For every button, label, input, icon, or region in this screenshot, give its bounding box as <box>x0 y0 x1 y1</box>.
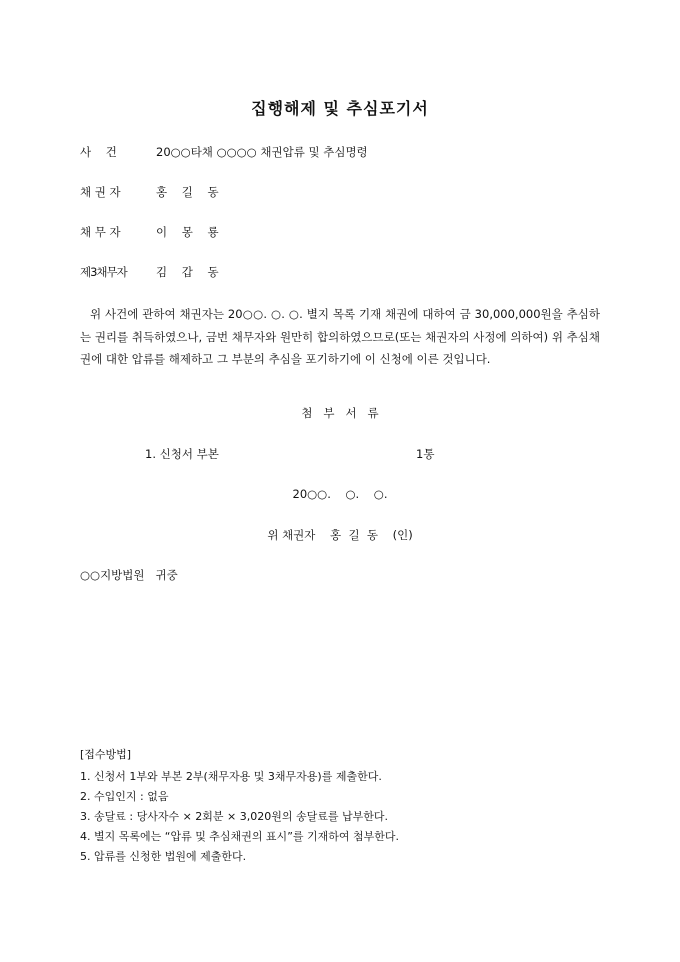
note-item: 2. 수입인지 : 없음 <box>80 790 169 803</box>
attachment-count: 1통 <box>416 447 435 461</box>
third-debtor-row <box>80 264 600 280</box>
creditor-row <box>80 184 600 200</box>
note-item: 1. 신청서 1부와 부본 2부(채무자용 및 3채무자용)를 제출한다. <box>80 770 382 783</box>
creditor-value: 홍 길 동 <box>156 185 219 199</box>
attachments-heading: 첨 부 서 류 <box>301 406 379 420</box>
creditor-label: 채 권 자 <box>80 185 121 199</box>
case-value: 20○○타채 ○○○○ 채권압류 및 추심명령 <box>156 145 368 159</box>
note-item: 5. 압류를 신청한 법원에 제출한다. <box>80 850 247 863</box>
case-row <box>80 144 600 160</box>
signature-line: 위 채권자 홍 길 동 (인) <box>267 528 413 542</box>
debtor-value: 이 몽 룡 <box>156 225 219 239</box>
body-paragraph: 위 사건에 관하여 채권자는 20○○. ○. ○. 별지 목록 기재 채권에 대하여 금 30,000,000원을 추심하는 권리를 취득하였으나, 금번 채무자와 원만히 합의하였으므로(또는 채권자의 사정에 의하여) 위 추심채권에 대한 압류를 해제하고 그 부분의 추심을 포기하기에 이 신청에 이른 것입니다. <box>80 307 600 366</box>
note-item: 3. 송달료 : 당사자수 × 2회분 × 3,020원의 송달료를 납부한다. <box>80 810 388 823</box>
attachment-item: 1. 신청서 부본 <box>145 447 219 461</box>
court-addressee: ○○지방법원 귀중 <box>80 568 178 582</box>
document-date: 20○○. ○. ○. <box>292 487 388 501</box>
case-label: 사 건 <box>80 145 117 159</box>
document-title: 집행해제 및 추심포기서 <box>251 99 429 118</box>
third-debtor-value: 김 갑 동 <box>156 265 219 279</box>
note-item: 4. 별지 목록에는 “압류 및 추심채권의 표시”를 기재하여 첨부한다. <box>80 830 400 843</box>
notes-heading: [접수방법] <box>80 748 132 761</box>
debtor-row <box>80 224 600 240</box>
third-debtor-label: 제3채무자 <box>80 265 127 279</box>
debtor-label: 채 무 자 <box>80 225 121 239</box>
